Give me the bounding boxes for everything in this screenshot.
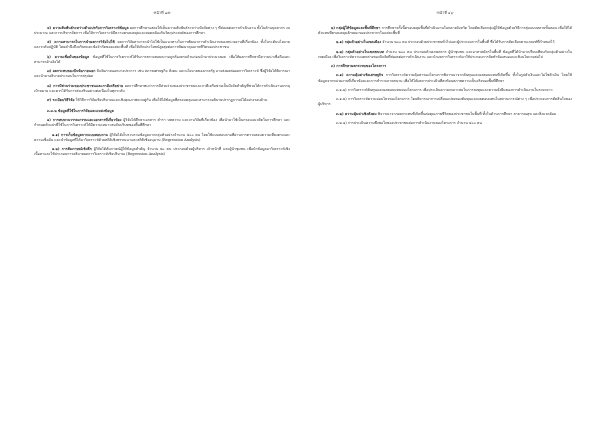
paragraph: [34, 133, 290, 143]
paragraph: [318, 26, 572, 36]
paragraph-lead: ๘) การมีส่วนร่วมของประชาชนและภาคีเครือข่าย: [47, 83, 124, 88]
paragraph-lead: ๓) การศึกษาผลกระทบของโครงการ: [331, 64, 387, 69]
paragraph: [318, 88, 572, 93]
paragraph-lead: ๒.๒) กลุ่มตัวอย่างในเขตชนบท: [336, 49, 384, 54]
paragraph-lead: ๑.๒) การสัมภาษณ์เชิงลึก: [52, 147, 92, 152]
paragraph: [318, 112, 572, 117]
paragraph-text: ผู้วิจัยได้ศึกษาเอกสาร ตำรา บทความ และงานวิจัยที่เกี่ยวข้อง เพื่อนำมาใช้เป็นกรอบแนวคิดในการศึกษา และกำหนดตัวแปรที่ใช้ในการวิเคราะห์ให้มีความเหมาะสมกับบริบทของพื้นที่ศึกษา: [34, 118, 290, 128]
paragraph: [318, 121, 572, 126]
paragraph-text: ผลการวิจัยสามารถนำไปใช้เป็นแนวทางในการพัฒนาการดำเนินงานของหน่วยงานที่เกี่ยวข้อง ทั้งในระดับนโยบายและระดับปฏิบัติ โดยคำนึงถึงบริบทและข้อจำกัดของแต่ละพื้นที่ เพื่อให้เกิดประโยชน์สูงสุดต่อการพัฒนาคุณภาพชีวิตของประชาชน: [34, 40, 290, 50]
paragraph: [318, 50, 572, 60]
left-page: [34, 0, 290, 424]
paragraph-lead: ๔) ความสัมพันธ์ระหว่างตัวแปรกับการวิเคราะห์ข้อมูล: [47, 26, 129, 30]
paragraph-lead: ๑) การทบทวนวรรณกรรมและเอกสารที่เกี่ยวข้อง: [47, 118, 122, 123]
paragraph-text: ผู้วิจัยได้เก็บรวบรวมข้อมูลจากกลุ่มตัวอย่างจำนวน ๔๐๐ คน โดยใช้แบบสอบถามที่ผ่านการตรวจสอบความเที่ยงตรงและความเชื่อมั่น และนำข้อมูลที่ได้มาวิเคราะห์ด้วยสถิติเชิงพรรณนาและสถิติเชิงอนุมาน (Regression Analysis): [34, 132, 290, 142]
paragraph-text: ใช้วิธีการวิจัยเชิงปริมาณและเชิงคุณภาพควบคู่กัน เพื่อให้ได้ข้อมูลที่ครอบคลุมและสามารถอธิบายปรากฏการณ์ได้อย่างรอบด้าน: [75, 97, 268, 102]
paragraph-text: ๓.๒.๑) การประเมินความพึงพอใจของประชาชนต่อการดำเนินงานของโครงการ จำนวน ๔๐๐ คน: [336, 120, 482, 125]
paragraph-text: ๓.๑.๒) การวิเคราะห์ความอ่อนไหวของโครงการ โดยพิจารณาการเปลี่ยนแปลงของต้นทุนและผลตอบแทนในสถานการณ์ต่าง ๆ เพื่อประกอบการตัดสินใจของผู้บริหาร: [318, 97, 572, 107]
paragraph: [34, 40, 290, 50]
right-page: [318, 0, 572, 424]
paragraph-lead: ๖) ความเชื่อมั่นของข้อมูล: [47, 54, 90, 59]
paragraph-text: จำนวน ๒๐๐ คน ประกอบด้วยเกษตรกร ผู้นำชุมชน และอาสาสมัครในพื้นที่ ข้อมูลที่ได้นำมาเปรียบเทียบกับกลุ่มตัวอย่างในเขตเมือง เพื่อวิเคราะห์ความแตกต่างของปัจจัยที่ส่งผลต่อการดำเนินงาน และนำผลการวิเคราะห์มาใช้ประกอบการจัดทำข้อเสนอแนะเชิงนโยบายต่อไป: [318, 49, 572, 59]
paragraph: [34, 84, 290, 94]
paragraph-text: ข้อมูลที่ใช้ในการวิเคราะห์ได้รับการตรวจสอบความถูกต้องครบถ้วนก่อนนำมาประมวลผล เพื่อให้ผลการศึกษามีความน่าเชื่อถือและสามารถอ้างอิงได้: [34, 54, 290, 64]
paragraph: [34, 69, 290, 79]
paragraph: [318, 64, 572, 69]
paragraph: [34, 118, 290, 128]
paragraph: [318, 73, 572, 83]
paragraph: [34, 26, 290, 36]
paragraph-text: ๓.๑.๑) การวิเคราะห์ต้นทุนและผลตอบแทนของโครงการ เพื่อประเมินความเหมาะสมในการลงทุนและความยั่งยืนของการดำเนินงานในระยะยาว: [336, 87, 553, 92]
page-number-header: -หน้าที่ ๑๕-: [152, 10, 172, 15]
paragraph-lead: ๓.๒) ความคุ้มค่าเชิงสังคม: [336, 111, 377, 116]
paragraph-lead: ๒.๑) กลุ่มตัวอย่างในเขตเมือง: [336, 40, 382, 45]
paragraph-lead: ๕) ความสามารถในการนำผลการวิจัยไปใช้: [47, 40, 115, 45]
paragraph: [318, 97, 572, 107]
paragraph-lead: ๗) ผลกระทบของปัจจัยภายนอก: [47, 69, 96, 74]
paragraph-text: ผลการศึกษาแสดงให้เห็นความสัมพันธ์ระหว่างปัจจัยต่าง ๆ ที่ส่งผลต่อการดำเนินงาน ทั้งในด้านบุคลากร งบประมาณ และการบริหารจัดการ เพื่อให้การวิเคราะห์มีความครอบคลุมและสอดคล้องกับวัตถุประสงค์ของการศึกษา: [34, 26, 290, 36]
paragraph-lead: ๑.๑) การเก็บข้อมูลจากแบบสอบถาม: [52, 132, 108, 137]
paragraph-text: จำนวน ๒๐๐ คน ประกอบด้วยประชาชนทั่วไปและผู้ประกอบการในพื้นที่ ซึ่งได้รับการคัดเลือกตามเกณฑ์ที่กำหนดไว้: [382, 40, 555, 45]
paragraph-lead: ๙) ระเบียบวิธีวิจัย: [47, 97, 75, 102]
paragraph: [34, 98, 290, 103]
paragraph: [34, 55, 290, 65]
paragraph-text: การวิเคราะห์ความคุ้มค่าของโครงการพิจารณาจากต้นทุนและผลตอบแทนที่เกิดขึ้น ทั้งในรูปตัวเงินและไม่ใช่ตัวเงิน โดยใช้ข้อมูลจากหน่วยงานที่เกี่ยวข้องและการสำรวจภาคสนาม เพื่อให้ได้ผลการประเมินที่สะท้อนสภาพความเป็นจริงของพื้นที่ศึกษา: [318, 73, 572, 83]
paragraph-text: ปัจจัยภายนอกบางประการ เช่น สภาพเศรษฐกิจ สังคม และนโยบายของภาครัฐ อาจส่งผลต่อผลการวิเคราะห์ ซึ่งผู้วิจัยได้พิจารณาและนำมาอธิบายประกอบในการสรุปผล: [34, 69, 290, 79]
paragraph-text: ผู้วิจัยได้สัมภาษณ์ผู้ให้ข้อมูลสำคัญ จำนวน ๒๐ คน ประกอบด้วยผู้บริหาร เจ้าหน้าที่ และผู้นำชุมชน เพื่อนำข้อมูลมาวิเคราะห์เชิงเนื้อหาและใช้ประกอบการอธิบายผลการวิเคราะห์เชิงปริมาณ (Regression Analysis): [34, 147, 290, 157]
paragraph-text: พิจารณาจากผลกระทบที่เกิดขึ้นต่อคุณภาพชีวิตของประชาชนในพื้นที่ ทั้งในด้านการศึกษา สาธารณสุข และสิ่งแวดล้อม: [377, 111, 557, 116]
paragraph-text: การศึกษาครั้งนี้ครอบคลุมพื้นที่ดำเนินงานในหลายจังหวัด โดยคัดเลือกกลุ่มผู้ให้ข้อมูลด้วยวิธีการสุ่มแบบหลายขั้นตอน เพื่อให้ได้ตัวแทนที่ครอบคลุมลักษณะของประชากรในแต่ละพื้นที่: [318, 26, 572, 36]
paragraph-lead: ๓.๑) ความคุ้มค่าเชิงเศรษฐกิจ: [336, 73, 384, 78]
paragraph: [318, 40, 572, 45]
page-number-header: -หน้าที่ ๑๖-: [435, 10, 455, 15]
section-heading: ๓.๓.๒ ข้อมูลที่ใช้ในการวิจัยและแหล่งข้อมูล: [47, 109, 114, 113]
paragraph-lead: ๒) กลุ่มผู้ให้ข้อมูลและพื้นที่ศึกษา: [331, 26, 381, 30]
paragraph-text: ผลการศึกษาพบว่าการมีส่วนร่วมของประชาชนและภาคีเครือข่ายเป็นปัจจัยสำคัญที่ช่วยให้การดำเนินงานบรรลุเป้าหมาย และควรได้รับการส่งเสริมอย่างต่อเนื่องในทุกระดับ: [34, 83, 290, 93]
paragraph: [34, 147, 290, 157]
